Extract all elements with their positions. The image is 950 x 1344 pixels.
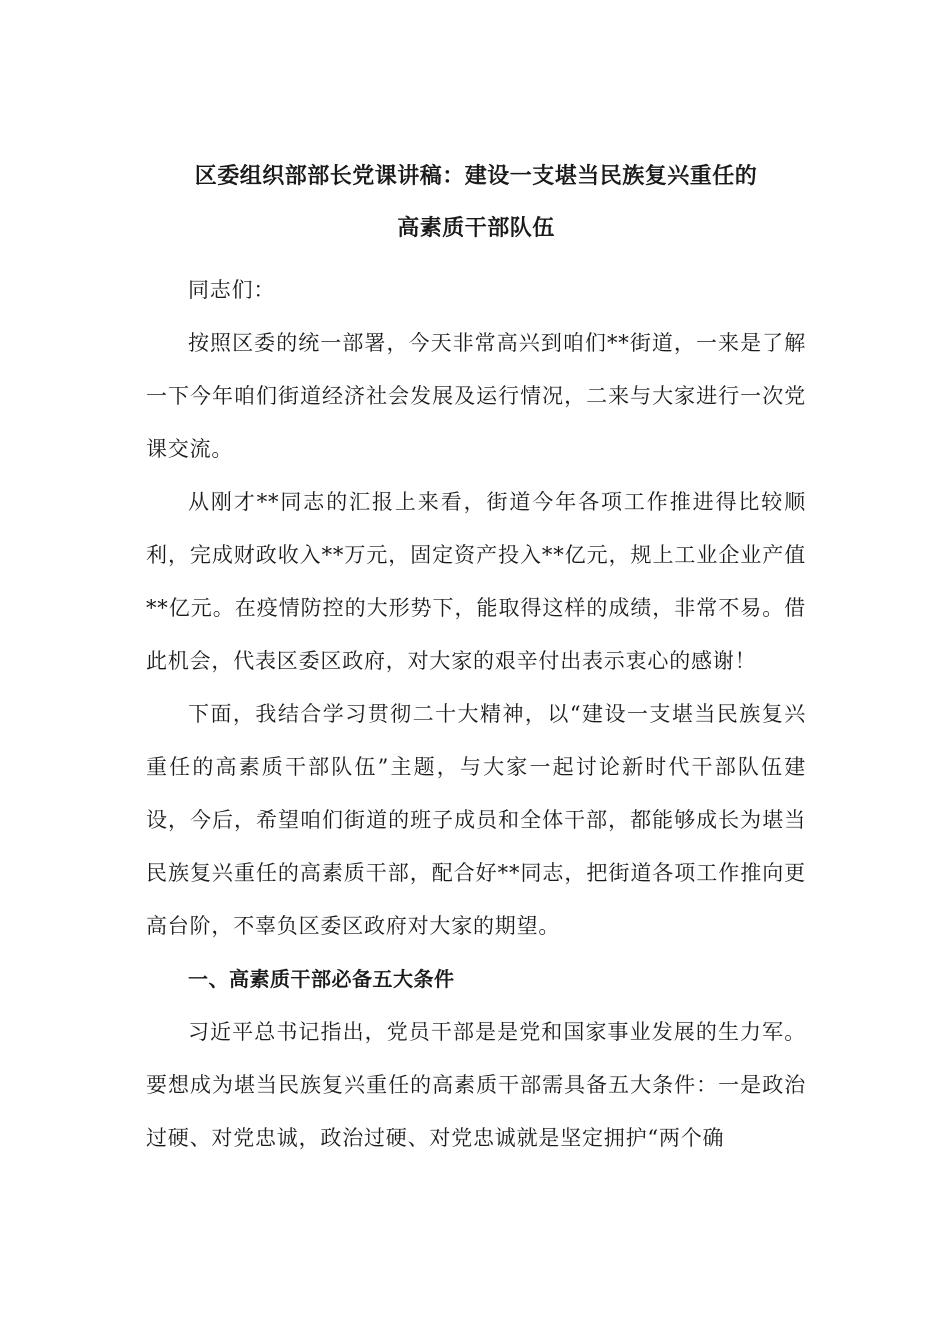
paragraph-report: 从刚才**同志的汇报上来看，街道今年各项工作推进得比较顺利，完成财政收入**万元，固定资产投入**亿元，规上工业企业产值**亿元。在疫情防控的大形势下，能取得这样的成绩，非常不易。借此机会，代表区委区政府，对大家的艰辛付出表示衷心的感谢！ [146,490,806,673]
document-title [146,150,806,254]
document-title-line-1: 区委组织部部长党课讲稿：建设一支堪当民族复兴重任的 [194,163,758,189]
document-title-line-2: 高素质干部队伍 [397,215,555,241]
paragraph-section-1: 习近平总书记指出，党员干部是是党和国家事业发展的生力军。要想成为堪当民族复兴重任的高素质干部需具备五大条件：一是政治过硬、对党忠诚，政治过硬、对党忠诚就是坚定拥护“两个确 [146,1020,806,1150]
paragraph-intro: 按照区委的统一部署，今天非常高兴到咱们**街道，一来是了解一下今年咱们街道经济社会发展及运行情况，二来与大家进行一次党课交流。 [146,331,806,461]
document-page [146,150,806,1165]
section-heading-1: 一、高素质干部必备五大条件 [188,967,455,991]
paragraph-topic: 下面，我结合学习贯彻二十大精神，以“建设一支堪当民族复兴重任的高素质干部队伍”主题，与大家一起讨论新时代干部队伍建设，今后，希望咱们街道的班子成员和全体干部，都能够成长为堪当民族复兴重任的高素质干部，配合好**同志，把街道各项工作推向更高台阶，不辜负区委区政府对大家的期望。 [146,702,806,938]
salutation: 同志们： [188,278,276,302]
